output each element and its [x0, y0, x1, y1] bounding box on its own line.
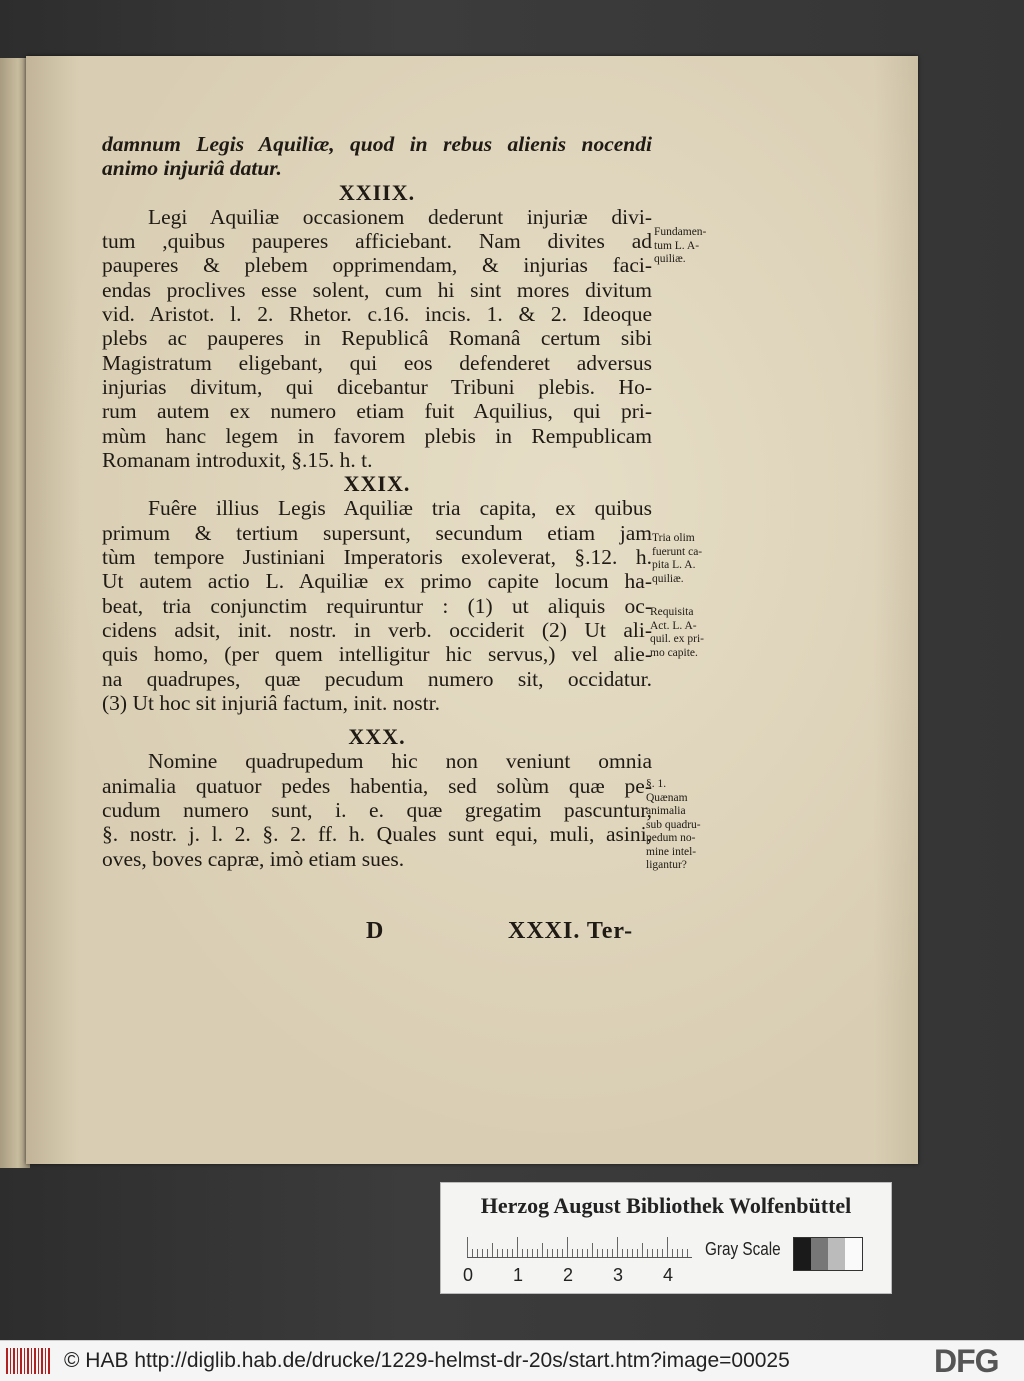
ruler-tick [472, 1249, 473, 1257]
margin-note-line: quil. ex pri- [650, 633, 704, 645]
ruler-tick [677, 1249, 678, 1257]
margin-note-line: tum L. A- [654, 239, 700, 252]
scale-number: 3 [613, 1265, 624, 1285]
source-url[interactable]: © HAB http://diglib.hab.de/drucke/1229-helmst-dr-20s/start.htm?image=00025 [64, 1349, 790, 1372]
text-line: Romanam introduxit, §.15. h. t. [102, 447, 373, 472]
ruler-tick [522, 1249, 523, 1257]
ruler-tick [507, 1249, 508, 1257]
scale-number: 2 [563, 1265, 574, 1285]
ruler-tick [682, 1249, 683, 1257]
margin-note-line: Tria olim [652, 532, 695, 544]
paragraph-xxiix [102, 205, 652, 472]
margin-note-line: Requisita [650, 606, 694, 618]
margin-note-line: pita L. A. [652, 559, 696, 571]
ruler-tick [657, 1249, 658, 1257]
ruler-tick [662, 1249, 663, 1257]
margin-note-line: pedum no- [646, 832, 696, 844]
ruler-tick [517, 1237, 518, 1257]
ruler-tick [587, 1249, 588, 1257]
ruler-tick [467, 1237, 468, 1257]
ruler-tick [602, 1249, 603, 1257]
text-line: Nomine quadrupedum hic non veniunt omnia [148, 749, 652, 774]
ruler-tick [652, 1249, 653, 1257]
scale-number: 4 [663, 1265, 674, 1285]
ruler-tick [497, 1249, 498, 1257]
text-line: endas proclives esse solent, cum hi sint mores divitum [102, 277, 652, 302]
ruler-tick [642, 1243, 643, 1257]
hab-logo-icon [6, 1348, 50, 1374]
text-line: rum autem ex numero etiam fuit Aquilius, qui pri- [102, 399, 652, 424]
dfg-logo: DFG [934, 1343, 999, 1379]
scale-number: 1 [513, 1265, 524, 1285]
ruler-tick [572, 1249, 573, 1257]
ruler-tick [647, 1249, 648, 1257]
margin-note-tria-capita [652, 532, 702, 586]
ruler-tick [582, 1249, 583, 1257]
gray-scale-swatch [793, 1237, 863, 1271]
ruler-tick [512, 1249, 513, 1257]
margin-note-line: animalia [646, 805, 686, 817]
ruler-tick [562, 1249, 563, 1257]
signature-mark: D [366, 918, 385, 944]
ruler-tick [637, 1249, 638, 1257]
paragraph-xxix [102, 496, 652, 715]
paragraph-intro [102, 132, 652, 181]
ruler-tick [577, 1249, 578, 1257]
color-reference-card [440, 1182, 892, 1294]
ruler-tick [612, 1249, 613, 1257]
section-heading-xxix: XXIX. [343, 471, 411, 497]
scale-number: 0 [463, 1265, 474, 1285]
margin-note-line: sub quadru- [646, 818, 701, 831]
paragraph-xxx [102, 749, 652, 870]
text-line: tum ,quibus pauperes afficiebant. Nam divites ad [102, 229, 652, 254]
text-line: vid. Aristot. l. 2. Rhetor. c.16. incis. 1. & 2. Ideoque [102, 302, 652, 327]
ruler-tick [627, 1249, 628, 1257]
main-text [102, 132, 652, 871]
margin-note-line: fuerunt ca- [652, 545, 703, 558]
ruler-tick [502, 1249, 503, 1257]
text-line: oves, boves capræ, imò etiam sues. [102, 846, 405, 871]
ruler-tick [597, 1249, 598, 1257]
text-line: beat, tria conjunctim requiruntur : (1) ut aliquis oc- [102, 593, 652, 618]
margin-note-line: Act. L. A- [650, 619, 697, 632]
text-line: primum & tertium supersunt, secundum etiam jam [102, 520, 652, 545]
footer-bar [0, 1340, 1024, 1381]
ruler-tick [527, 1249, 528, 1257]
text-line: Magistratum eligebant, qui eos defenderet adversus [102, 350, 652, 375]
ruler-tick [482, 1249, 483, 1257]
ruler-tick [672, 1249, 673, 1257]
gray-scale-label: Gray Scale [705, 1239, 781, 1259]
ruler-tick [667, 1237, 668, 1257]
ruler-tick [532, 1249, 533, 1257]
text-line: tùm tempore Justiniani Imperatoris exoleverat, §.12. h. [102, 545, 652, 570]
text-line: cidens adsit, init. nostr. in verb. occiderit (2) Ut ali- [102, 617, 652, 642]
text-line: pauperes & plebem opprimendam, & injurias faci- [102, 253, 652, 278]
text-line: plebs ac pauperes in Republicâ Romanâ certum sibi [102, 326, 652, 351]
text-line: animo injuriâ datur. [102, 156, 282, 181]
ruler-tick [567, 1237, 568, 1257]
margin-note-line: quiliæ. [654, 253, 686, 265]
text-line: animalia quatuor pedes habentia, sed solùm quæ pe- [102, 773, 652, 798]
margin-note-line: ligantur? [646, 859, 687, 871]
text-line: na quadrupes, quæ pecudum numero sit, occidatur. [102, 666, 652, 691]
ruler-tick [607, 1249, 608, 1257]
margin-note-line: §. 1. [646, 778, 667, 790]
ruler-tick [632, 1249, 633, 1257]
section-heading-xxiix: XXIIX. [338, 179, 416, 205]
ruler-tick [542, 1243, 543, 1257]
margin-note-fundamentum [654, 226, 706, 267]
margin-note-quadrupedes [646, 778, 701, 873]
margin-note-line: mine intel- [646, 845, 697, 858]
text-line: Legi Aquiliæ occasionem dederunt injuriæ divi- [148, 204, 652, 229]
library-name: Herzog August Bibliothek Wolfenbüttel [480, 1193, 852, 1218]
text-line: mùm hanc legem in favorem plebis in Rempublicam [102, 423, 652, 448]
margin-note-requisita [650, 606, 704, 660]
text-line: §. nostr. j. l. 2. §. 2. ff. h. Quales sunt equi, muli, asini, [102, 822, 652, 847]
ruler-tick [622, 1249, 623, 1257]
ruler-tick [617, 1237, 618, 1257]
text-line: quis homo, (per quem intelligitur hic servus,) vel alie- [102, 642, 652, 667]
margin-note-line: quiliæ. [652, 572, 684, 585]
ruler-tick [552, 1249, 553, 1257]
text-line: Ut autem actio L. Aquiliæ ex primo capite locum ha- [102, 569, 652, 594]
ruler-tick [557, 1249, 558, 1257]
text-line: (3) Ut hoc sit injuriâ factum, init. nostr. [102, 690, 440, 715]
section-heading-xxx: XXX. [348, 724, 406, 750]
ruler-tick [477, 1249, 478, 1257]
margin-note-line: mo capite. [650, 646, 698, 659]
ruler-tick [487, 1249, 488, 1257]
text-line: injurias divitum, qui dicebantur Tribuni plebis. Ho- [102, 374, 652, 399]
scale-ruler [467, 1235, 692, 1258]
margin-note-line: Quænam [646, 791, 688, 804]
catchword: XXXI. Ter- [508, 918, 634, 944]
ruler-tick [537, 1249, 538, 1257]
ruler-tick [492, 1243, 493, 1257]
margin-note-line: Fundamen- [654, 226, 707, 238]
text-line: damnum Legis Aquiliæ, quod in rebus alienis nocendi [102, 132, 652, 156]
ruler-tick [687, 1249, 688, 1257]
text-line: Fuêre illius Legis Aquiliæ tria capita, ex quibus [148, 496, 652, 521]
text-line: cudum numero sunt, i. e. quæ gregatim pascuntur, [102, 798, 652, 823]
ruler-tick [592, 1243, 593, 1257]
ruler-tick [547, 1249, 548, 1257]
